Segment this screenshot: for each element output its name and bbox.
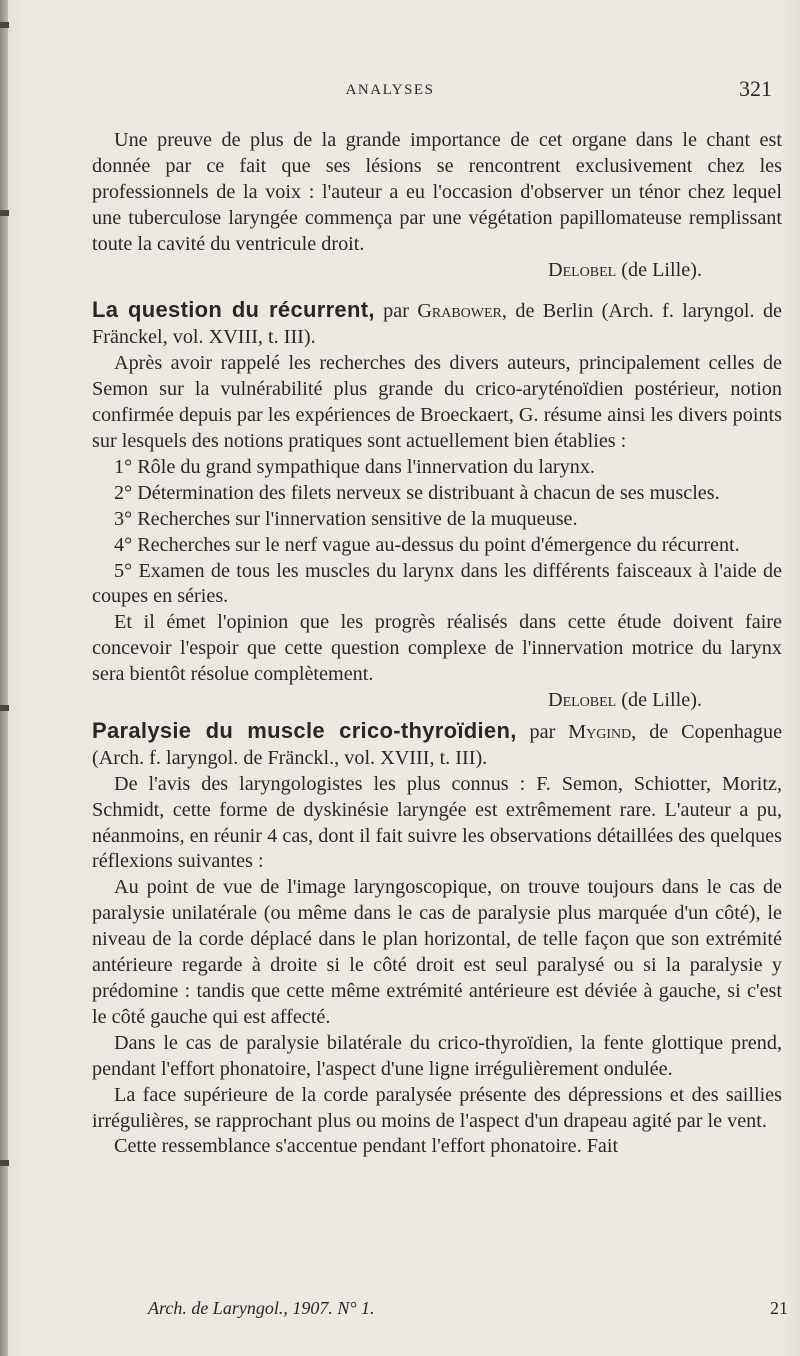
binding-mark bbox=[0, 210, 9, 216]
intro-signature bbox=[92, 258, 782, 284]
page-number: 321 bbox=[739, 76, 772, 101]
article-crico-thyroidien bbox=[92, 718, 782, 1160]
article-list-item: 3° Recherches sur l'innervation sensitive de la muqueuse. bbox=[114, 507, 578, 530]
binding-mark bbox=[0, 705, 9, 711]
article-title: Paralysie du muscle crico-thyroïdien, bbox=[92, 717, 517, 743]
article-list-item: 5° Examen de tous les muscles du larynx dans les différents faisceaux à l'aide de coupes en séries. bbox=[92, 559, 782, 608]
article-paragraph: De l'avis des laryngologistes les plus connus : F. Semon, Schiotter, Moritz, Schmidt, cette forme de dyskinésie laryngée est extrêmement rare. L'auteur a pu, néanmoins, en réunir 4 cas, dont il fait suivre les observations détaillées des quelques réflexions suivantes : bbox=[92, 772, 782, 873]
article-recurrent bbox=[92, 297, 782, 714]
running-head: ANALYSES bbox=[345, 82, 435, 98]
footer-signature-mark: 21 bbox=[770, 1298, 788, 1318]
page-footer bbox=[148, 1298, 788, 1319]
article-paragraph: Et il émet l'opinion que les progrès réalisés dans cette étude doivent faire concevoir l'espoir que cette question complexe de l'innervation motrice du larynx sera bientôt résolue complètement. bbox=[92, 611, 782, 686]
article-list-item: 4° Recherches sur le nerf vague au-dessus du point d'émergence du récurrent. bbox=[114, 533, 740, 556]
signature-name: Delobel bbox=[548, 689, 617, 712]
article-paragraph: La face supérieure de la corde paralysée présente des dépressions et des saillies irrégulières, se rapprochant plus ou moins de l'aspect d'un drapeau agité par le vent. bbox=[92, 1083, 782, 1132]
page-body bbox=[92, 128, 782, 1160]
article-heading bbox=[92, 297, 782, 351]
article-author: Grabower, bbox=[417, 300, 507, 323]
article-author: Mygind, bbox=[568, 720, 637, 743]
binding-shadow bbox=[0, 0, 8, 1356]
article-paragraph: Après avoir rappelé les recherches des divers auteurs, principalement celles de Semon sur la vulnérabilité plus grande du crico-aryténoïdien postérieur, notion confirmée depuis par les expériences de Broeckaert, G. résume ainsi les divers points sur lesquels des notions pratiques sont actuellement bien établies : bbox=[92, 352, 782, 452]
article-list-item: 1° Rôle du grand sympathique dans l'innervation du larynx. bbox=[114, 455, 595, 478]
author-prefix: par bbox=[383, 300, 409, 323]
article-paragraph: Au point de vue de l'image laryngoscopique, on trouve toujours dans le cas de paralysie unilatérale (ou même dans le cas de paralysie plus marquée d'un côté), le niveau de la corde déplacé dans le plan horizontal, de telle façon que son extrémité antérieure regarde à droite si le côté droit est seul paralysé ou si la paralysie y prédomine : tandis que cette même extrémité antérieure est déviée à gauche, si c'est le côté gauche qui est affecté. bbox=[92, 876, 782, 1028]
article-paragraph: Cette ressemblance s'accentue pendant l'effort phonatoire. Fait bbox=[114, 1135, 619, 1158]
article-heading bbox=[92, 718, 782, 772]
article-signature bbox=[92, 688, 782, 714]
article-paragraph: Dans le cas de paralysie bilatérale du crico-thyroïdien, la fente glottique prend, pendant l'effort phonatoire, l'aspect d'une ligne irrégulièrement ondulée. bbox=[92, 1031, 782, 1080]
author-prefix: par bbox=[529, 720, 556, 743]
signature-name: Delobel bbox=[548, 258, 617, 281]
article-reference: de Copenhague (Arch. f. laryngol. de Fränckl., vol. XVIII, t. III). bbox=[92, 720, 783, 769]
article-list-item: 2° Détermination des filets nerveux se distribuant à chacun de ses muscles. bbox=[114, 481, 720, 504]
binding-mark bbox=[0, 22, 9, 28]
binding-mark bbox=[0, 1160, 9, 1166]
intro-paragraph: Une preuve de plus de la grande importance de cet organe dans le chant est donnée par ce fait que ses lésions se rencontrent exclusivement chez les professionnels de la voix : l'auteur a eu l'occasion d'observer un ténor chez lequel une tuberculose laryngée commença par une végétation papillomateuse remplissant toute la cavité du ventricule droit. bbox=[92, 129, 782, 255]
article-reference: de Berlin (Arch. f. laryngol. de Fränckel, vol. XVIII, t. III). bbox=[92, 300, 783, 349]
signature-place: (de Lille). bbox=[621, 689, 702, 712]
signature-place: (de Lille). bbox=[621, 258, 702, 281]
footer-journal: Arch. de Laryngol., 1907. N° 1. bbox=[148, 1298, 375, 1318]
article-title: La question du récurrent, bbox=[92, 297, 375, 323]
